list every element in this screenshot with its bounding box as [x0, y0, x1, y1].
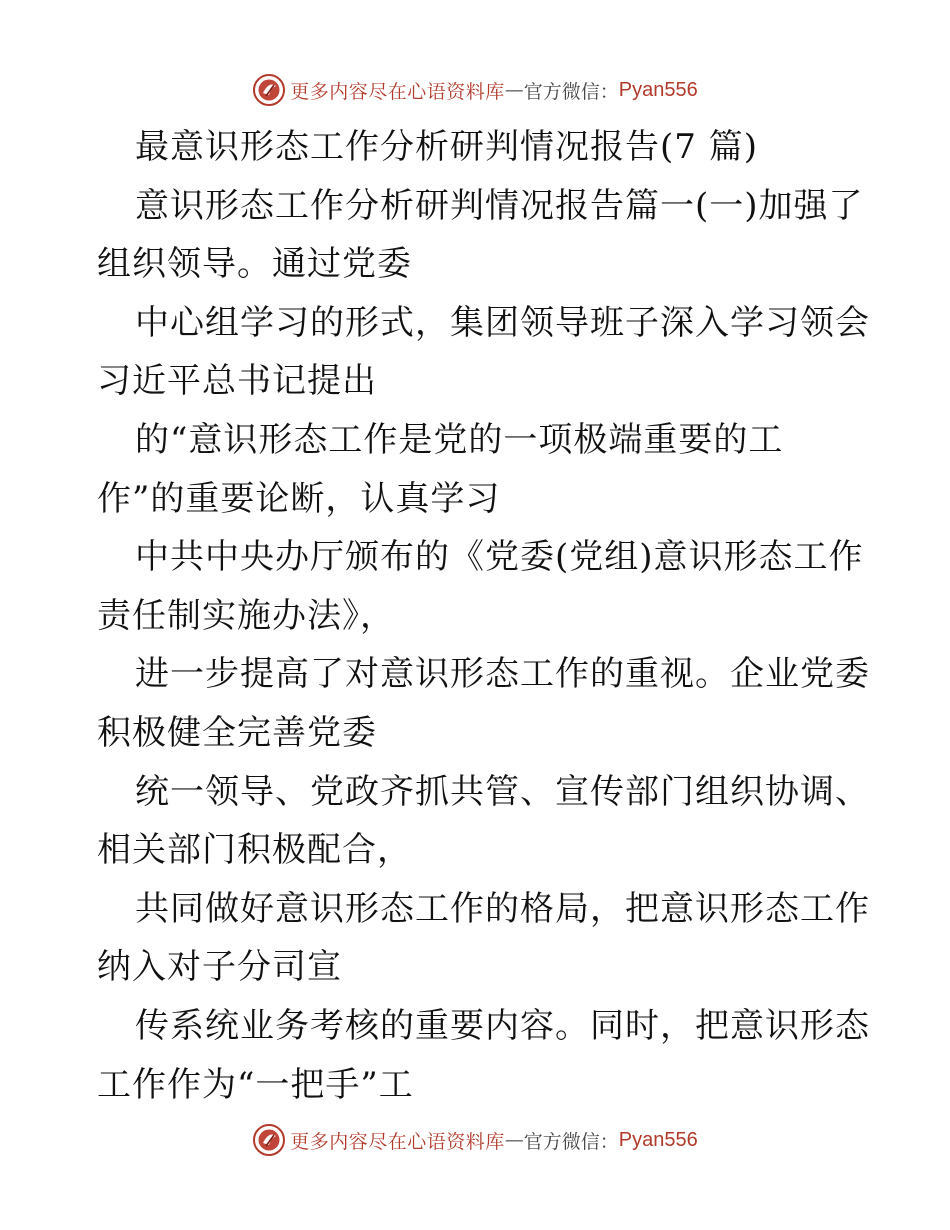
- document-line: 作”的重要论断，认真学习: [97, 478, 501, 519]
- document-line: 工作作为“一把手”工: [97, 1064, 414, 1105]
- banner-wechat-label: 官方微信：: [523, 1130, 619, 1153]
- document-line: 意识形态工作分析研判情况报告篇一(一)加强了: [135, 185, 864, 226]
- document-line: 相关部门积极配合，: [97, 830, 412, 871]
- banner-wechat-id: Pyan556: [618, 78, 698, 101]
- page-header-banner: [0, 70, 950, 110]
- banner-text: 更多内容尽在心语资料库: [290, 80, 505, 103]
- document-line: 传系统业务考核的重要内容。同时，把意识形态: [135, 1005, 870, 1046]
- document-line: 积极健全完善党委: [97, 712, 377, 753]
- document-line: 责任制实施办法》，: [97, 595, 395, 636]
- document-line: 中心组学习的形式，集团领导班子深入学习领会: [135, 302, 870, 343]
- banner-wechat-label: 官方微信：: [523, 80, 619, 103]
- document-line: 进一步提高了对意识形态工作的重视。企业党委: [135, 654, 870, 695]
- document-line: 习近平总书记提出: [97, 361, 377, 402]
- seal-logo-icon: [252, 73, 286, 107]
- banner-wechat-id: Pyan556: [618, 1128, 698, 1151]
- banner-dash: —: [504, 79, 524, 101]
- page-footer-banner: [0, 1120, 950, 1160]
- document-line: 组织领导。通过党委: [97, 244, 412, 285]
- document-line: 共同做好意识形态工作的格局，把意识形态工作: [135, 888, 870, 929]
- banner-text: 更多内容尽在心语资料库: [290, 1130, 505, 1153]
- document-line: 中共中央办厅颁布的《党委(党组)意识形态工作: [135, 537, 864, 578]
- document-line: 最意识形态工作分析研判情况报告(7 篇): [135, 127, 758, 167]
- document-line: 纳入对子分司宣: [97, 947, 342, 988]
- banner-dash: —: [504, 1129, 524, 1151]
- seal-logo-icon: [252, 1123, 286, 1157]
- document-body: [97, 118, 870, 1114]
- document-line: 统一领导、党政齐抓共管、宣传部门组织协调、: [135, 771, 870, 812]
- document-line: 的“意识形态工作是党的一项极端重要的工: [135, 419, 784, 460]
- watermark-banner: [252, 73, 698, 107]
- watermark-banner: [252, 1123, 698, 1157]
